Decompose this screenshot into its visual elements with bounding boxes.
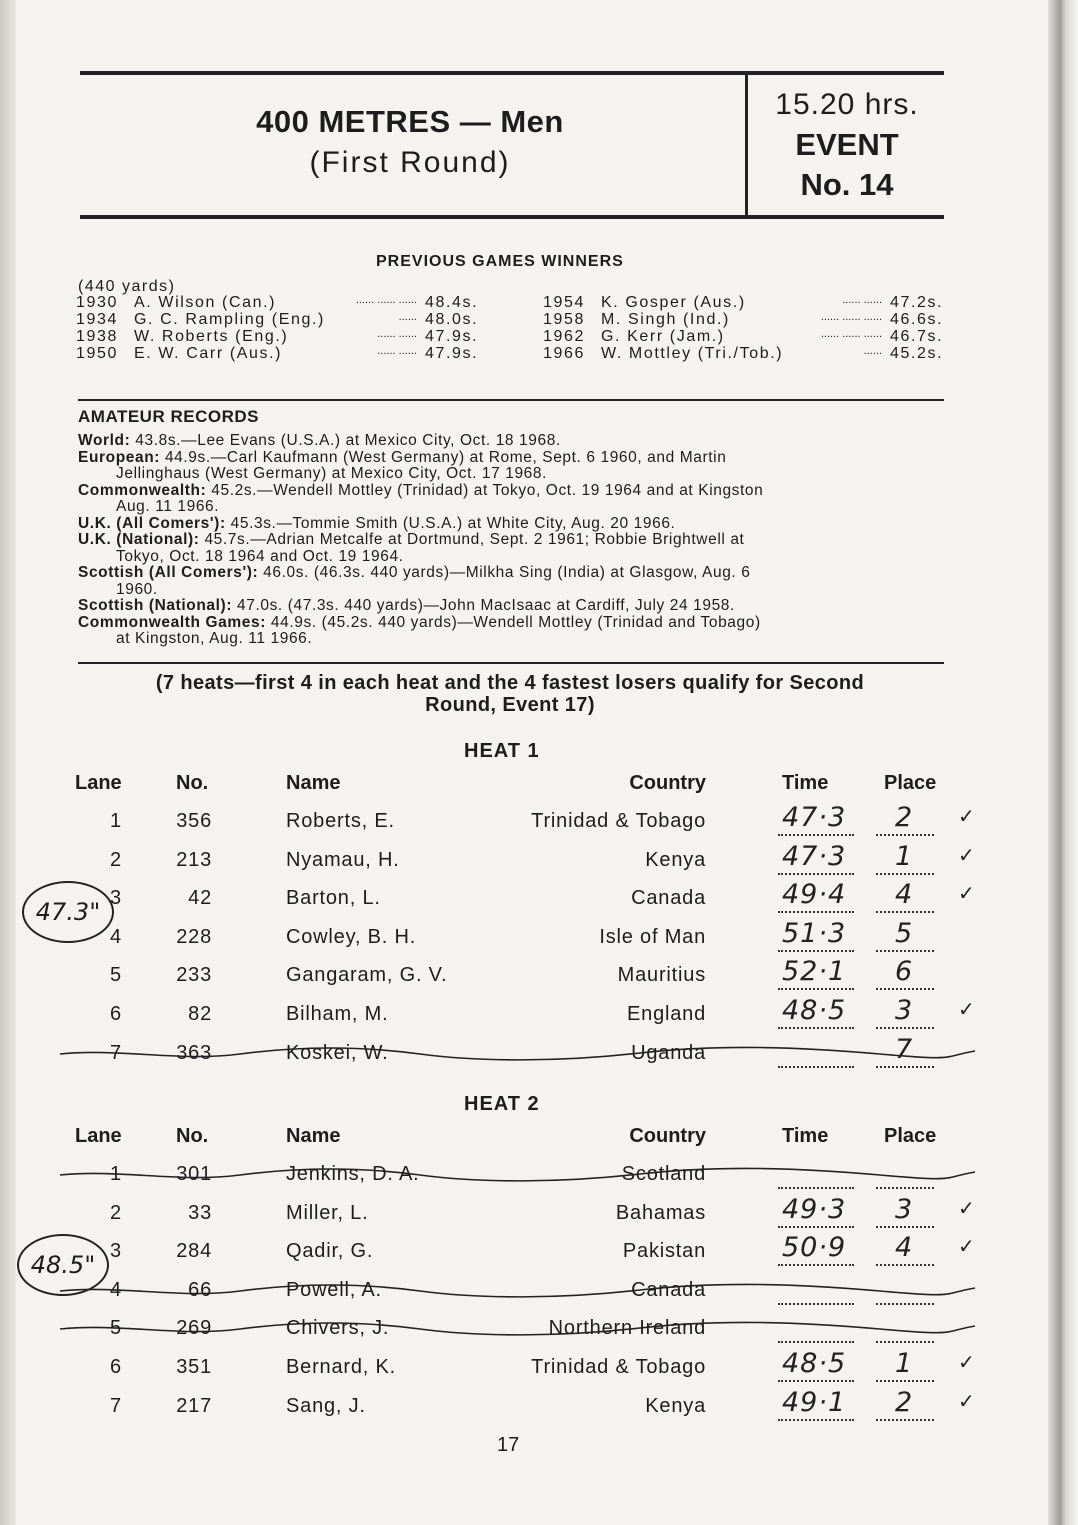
record-label: Commonwealth Games: <box>78 613 266 631</box>
column-header-country: Country <box>629 772 706 794</box>
record-label: U.K. (All Comers'): <box>78 514 226 532</box>
record-label: Commonwealth: <box>78 481 207 499</box>
record-label: Scottish (All Comers'): <box>78 564 259 581</box>
lane-number: 6 <box>110 1003 122 1025</box>
previous-winners-heading: PREVIOUS GAMES WINNERS <box>376 253 624 270</box>
competitor-name: Gangaram, G. V. <box>286 964 448 987</box>
place-dotted-line <box>876 911 934 913</box>
winner-year: 1962 <box>543 328 585 345</box>
handwritten-place: 7 <box>895 1033 914 1065</box>
record-label: World: <box>78 432 131 449</box>
time-dotted-line <box>778 950 854 952</box>
competitor-number: 33 <box>188 1201 212 1224</box>
previous-winners-note: (440 yards) <box>78 278 176 295</box>
handwritten-place: 6 <box>895 956 914 988</box>
record-continuation: Aug. 11 1966. <box>116 498 220 515</box>
column-header-place: Place <box>884 1125 937 1147</box>
lane-number: 2 <box>110 848 122 871</box>
competitor-name: Chivers, J. <box>286 1317 390 1340</box>
record-continuation: at Kingston, Aug. 11 1966. <box>116 630 313 647</box>
winner-leader-dots: ...... ...... <box>842 294 882 306</box>
heats-note-line-2: Round, Event 17) <box>425 694 595 716</box>
check-mark: ✓ <box>958 999 975 1021</box>
column-header-name: Name <box>286 1125 341 1147</box>
competitor-country: Bahamas <box>615 1201 706 1224</box>
header-top-rule <box>80 71 944 75</box>
record-continuation: Tokyo, Oct. 18 1964 and Oct. 19 1964. <box>116 547 404 565</box>
record-entry <box>78 532 948 565</box>
competitor-number: 356 <box>176 810 212 832</box>
winner-name: G. C. Rampling (Eng.) <box>134 311 325 328</box>
column-header-place: Place <box>884 772 937 794</box>
competitor-name: Roberts, E. <box>286 810 395 832</box>
winner-year: 1958 <box>543 311 585 328</box>
record-label: European: <box>78 448 161 466</box>
lane-number: 6 <box>110 1356 122 1378</box>
event-label: EVENT <box>795 127 899 162</box>
winner-time: 45.2s. <box>890 345 944 362</box>
lane-number: 2 <box>110 1201 122 1224</box>
winner-name: E. W. Carr (Aus.) <box>134 345 283 362</box>
winner-leader-dots: ...... <box>863 345 882 357</box>
handwritten-place: 3 <box>895 995 914 1026</box>
time-dotted-line <box>778 1380 854 1382</box>
page-binding-edge <box>1048 0 1078 1525</box>
column-header-lane: Lane <box>75 1125 122 1147</box>
circled-handwritten-note <box>17 1234 109 1296</box>
winner-year: 1954 <box>543 294 585 311</box>
handwritten-time: 47·3 <box>782 840 847 872</box>
check-mark: ✓ <box>958 806 975 828</box>
time-dotted-line <box>778 1264 854 1266</box>
handwritten-place: 1 <box>895 1348 914 1379</box>
competitor-name: Koskei, W. <box>286 1041 389 1064</box>
competitor-number: 301 <box>176 1163 212 1185</box>
competitor-number: 233 <box>176 964 212 987</box>
competitor-number: 284 <box>176 1240 212 1263</box>
strike-through-line <box>0 1163 980 1193</box>
winner-time: 46.7s. <box>890 328 944 345</box>
winner-time: 46.6s. <box>890 311 944 328</box>
place-dotted-line <box>876 834 934 836</box>
record-entry <box>78 483 948 516</box>
winner-name: W. Mottley (Tri./Tob.) <box>601 345 784 362</box>
event-title: 400 METRES — Men <box>256 104 564 139</box>
check-mark: ✓ <box>958 883 975 906</box>
competitor-number: 363 <box>176 1041 212 1064</box>
record-entry <box>78 615 948 648</box>
event-subtitle: (First Round) <box>309 146 511 179</box>
circled-handwritten-note <box>22 881 114 943</box>
record-entry <box>78 565 948 598</box>
competitor-number: 82 <box>188 1003 212 1025</box>
record-text: 45.3s.—Tommie Smith (U.S.A.) at White City, Aug. 20 1966. <box>225 514 676 532</box>
winner-leader-dots: ...... <box>398 311 417 323</box>
competitor-name: Barton, L. <box>286 887 381 910</box>
competitor-name: Bernard, K. <box>286 1356 396 1378</box>
event-time: 15.20 hrs. <box>775 88 919 121</box>
competitor-name: Nyamau, H. <box>286 848 400 871</box>
check-mark: ✓ <box>958 1197 975 1220</box>
strike-through-line <box>0 1042 980 1072</box>
column-header-time: Time <box>782 772 829 794</box>
competitor-country: England <box>627 1003 706 1025</box>
column-header-time: Time <box>782 1125 829 1147</box>
record-continuation: 1960. <box>116 580 158 598</box>
record-text: 46.0s. (46.3s. 440 yards)—Milkha Sing (India) at Glasgow, Aug. 6 <box>258 564 751 581</box>
winner-year: 1934 <box>76 311 118 328</box>
competitor-name: Sang, J. <box>286 1394 366 1417</box>
column-header-name: Name <box>286 772 341 794</box>
event-title-block <box>180 104 640 180</box>
circled-note-text: 47.3" <box>35 898 101 927</box>
time-dotted-line <box>778 1226 854 1228</box>
winner-name: K. Gosper (Aus.) <box>601 294 746 311</box>
strike-through-line <box>0 1279 980 1309</box>
place-dotted-line <box>876 873 934 875</box>
competitor-country: Kenya <box>645 848 706 871</box>
place-dotted-line <box>876 1226 934 1228</box>
handwritten-time: 48·5 <box>782 1348 847 1379</box>
handwritten-place: 2 <box>895 1386 914 1418</box>
record-label: U.K. (National): <box>78 531 200 548</box>
column-header-no: No. <box>176 772 209 794</box>
competitor-number: 217 <box>176 1394 212 1417</box>
competitor-name: Cowley, B. H. <box>286 925 417 948</box>
circled-note-text: 48.5" <box>30 1251 96 1280</box>
competitor-number: 213 <box>176 848 212 871</box>
records-list <box>78 433 948 648</box>
handwritten-place: 2 <box>895 802 914 833</box>
handwritten-time: 51·3 <box>782 917 847 949</box>
competitor-country: Kenya <box>645 1394 706 1417</box>
winner-time: 47.2s. <box>890 294 944 311</box>
handwritten-place: 5 <box>895 917 914 949</box>
lane-number: 4 <box>110 925 122 948</box>
check-mark: ✓ <box>958 1236 975 1259</box>
winner-leader-dots: ...... ...... ...... <box>355 294 417 306</box>
competitor-country: Canada <box>631 1278 706 1301</box>
competitor-country: Mauritius <box>617 964 706 987</box>
event-info-block <box>752 88 942 202</box>
winner-time: 47.9s. <box>425 328 479 345</box>
competitor-name: Jenkins, D. A. <box>286 1163 420 1185</box>
header-bottom-rule <box>80 215 944 219</box>
lane-number: 5 <box>110 964 122 987</box>
handwritten-place: 4 <box>895 879 914 911</box>
lane-number: 5 <box>110 1317 122 1340</box>
record-label: Scottish (National): <box>78 597 233 614</box>
handwritten-time: 49·4 <box>782 879 847 911</box>
competitor-number: 66 <box>188 1278 212 1301</box>
competitor-country: Isle of Man <box>599 925 706 948</box>
time-dotted-line <box>778 911 854 913</box>
winner-leader-dots: ...... ...... ...... <box>820 311 882 323</box>
winner-time: 47.9s. <box>425 345 479 362</box>
handwritten-time: 47·3 <box>782 802 847 833</box>
handwritten-time: 49·3 <box>782 1193 847 1225</box>
winner-time: 48.4s. <box>425 294 479 311</box>
heat-title: HEAT 2 <box>464 1093 540 1115</box>
record-text: 44.9s. (45.2s. 440 yards)—Wendell Mottley (Trinidad and Tobago) <box>265 613 761 631</box>
competitor-number: 351 <box>176 1356 212 1378</box>
strike-through-line <box>0 1317 980 1347</box>
column-header-lane: Lane <box>75 772 122 794</box>
time-dotted-line <box>778 988 854 990</box>
lane-number: 1 <box>110 1163 122 1185</box>
winner-name: G. Kerr (Jam.) <box>601 328 725 345</box>
competitor-country: Trinidad & Tobago <box>531 1356 706 1378</box>
records-heading: AMATEUR RECORDS <box>78 407 259 426</box>
time-dotted-line <box>778 873 854 875</box>
record-entry <box>78 433 948 450</box>
lane-number: 7 <box>110 1394 122 1417</box>
competitor-name: Miller, L. <box>286 1201 369 1224</box>
handwritten-time: 48·5 <box>782 995 847 1026</box>
event-number: No. 14 <box>800 167 894 202</box>
competitor-number: 42 <box>188 887 212 910</box>
time-dotted-line <box>778 1419 854 1421</box>
record-entry <box>78 598 948 615</box>
record-text: 44.9s.—Carl Kaufmann (West Germany) at Rome, Sept. 6 1960, and Martin <box>160 448 727 466</box>
place-dotted-line <box>876 950 934 952</box>
check-mark: ✓ <box>958 1352 975 1374</box>
handwritten-time: 52·1 <box>782 956 847 988</box>
handwritten-place: 3 <box>895 1193 914 1225</box>
check-mark: ✓ <box>958 844 975 867</box>
heats-qualification-note <box>80 672 940 716</box>
winner-name: W. Roberts (Eng.) <box>134 328 289 345</box>
place-dotted-line <box>876 988 934 990</box>
lane-number: 1 <box>110 810 122 832</box>
record-text: 45.7s.—Adrian Metcalfe at Dortmund, Sept. 2 1961; Robbie Brightwell at <box>199 531 745 548</box>
winner-year: 1966 <box>543 345 585 362</box>
competitor-country: Northern Ireland <box>548 1317 706 1340</box>
check-mark: ✓ <box>958 1390 975 1413</box>
competitor-country: Canada <box>631 887 706 910</box>
handwritten-place: 1 <box>895 840 914 872</box>
heat-title: HEAT 1 <box>464 740 540 762</box>
winner-leader-dots: ...... ...... <box>377 345 417 357</box>
handwritten-time: 50·9 <box>782 1232 847 1264</box>
competitor-country: Uganda <box>631 1041 706 1064</box>
records-top-rule <box>78 399 944 401</box>
winner-leader-dots: ...... ...... <box>377 328 417 340</box>
records-bottom-rule <box>78 662 944 664</box>
winner-year: 1938 <box>76 328 118 345</box>
header-divider <box>745 75 748 215</box>
place-dotted-line <box>876 1380 934 1382</box>
record-text: 45.2s.—Wendell Mottley (Trinidad) at Tokyo, Oct. 19 1964 and at Kingston <box>206 481 764 499</box>
winner-year: 1950 <box>76 345 118 362</box>
lane-number: 4 <box>110 1278 122 1301</box>
place-dotted-line <box>876 1419 934 1421</box>
time-dotted-line <box>778 1027 854 1029</box>
lane-number: 7 <box>110 1041 122 1064</box>
record-entry <box>78 450 948 483</box>
record-text: 47.0s. (47.3s. 440 yards)—John MacIsaac at Cardiff, July 24 1958. <box>232 597 735 614</box>
winner-leader-dots: ...... ...... ...... <box>820 328 882 340</box>
page-number: 17 <box>497 1434 520 1456</box>
competitor-country: Scotland <box>621 1163 706 1185</box>
competitor-number: 228 <box>176 925 212 948</box>
lane-number: 3 <box>110 1240 122 1263</box>
handwritten-time: 49·1 <box>782 1386 847 1418</box>
time-dotted-line <box>778 834 854 836</box>
column-header-no: No. <box>176 1125 209 1147</box>
column-header-country: Country <box>629 1125 706 1147</box>
winner-time: 48.0s. <box>425 311 479 328</box>
competitor-name: Powell, A. <box>286 1278 382 1301</box>
winner-year: 1930 <box>76 294 118 311</box>
record-text: 43.8s.—Lee Evans (U.S.A.) at Mexico City, Oct. 18 1968. <box>130 432 561 449</box>
heats-note-line-1: (7 heats—first 4 in each heat and the 4 fastest losers qualify for Second <box>155 672 865 694</box>
handwritten-place: 4 <box>895 1232 914 1264</box>
winner-name: A. Wilson (Can.) <box>134 294 277 311</box>
competitor-name: Qadir, G. <box>286 1240 374 1263</box>
record-entry <box>78 516 948 533</box>
competitor-name: Bilham, M. <box>286 1003 389 1025</box>
competitor-number: 269 <box>176 1317 212 1340</box>
place-dotted-line <box>876 1264 934 1266</box>
competitor-country: Pakistan <box>622 1240 706 1263</box>
place-dotted-line <box>876 1027 934 1029</box>
record-continuation: Jellinghaus (West Germany) at Mexico City, Oct. 17 1968. <box>116 465 548 482</box>
lane-number: 3 <box>110 887 122 910</box>
competitor-country: Trinidad & Tobago <box>531 810 706 832</box>
winner-name: M. Singh (Ind.) <box>601 311 730 328</box>
